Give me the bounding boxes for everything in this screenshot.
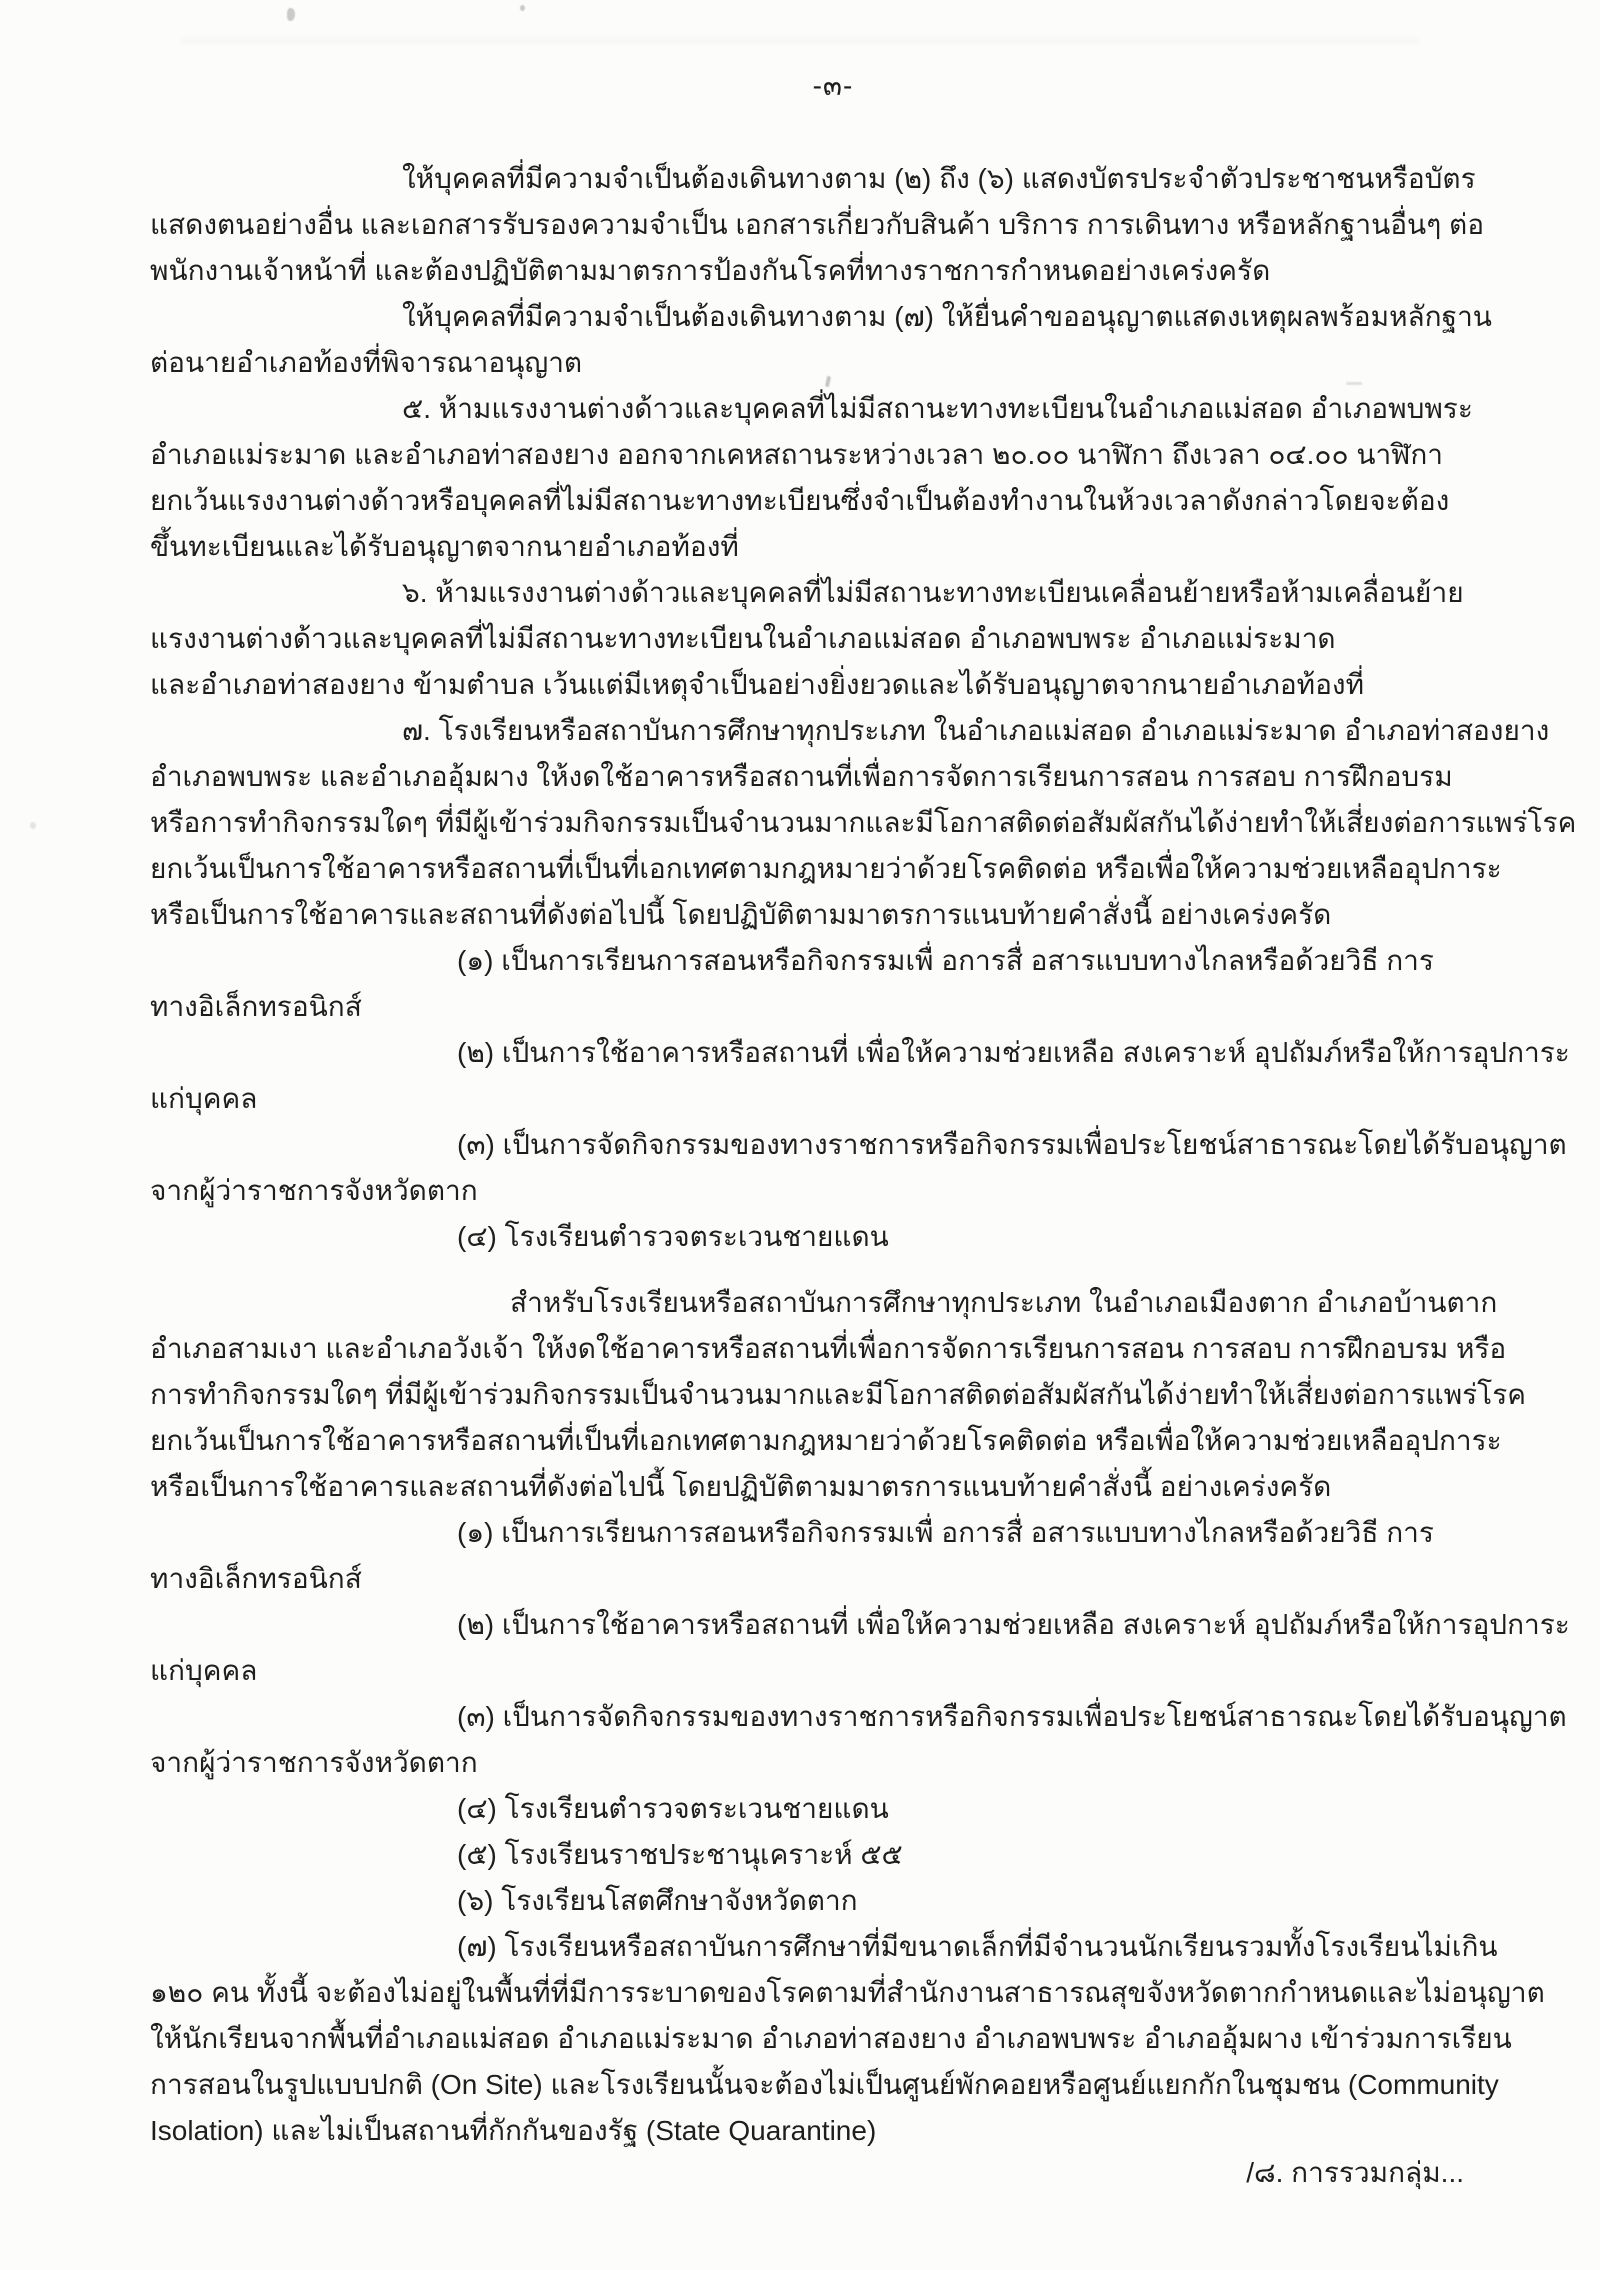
- text-line: จากผู้ว่าราชการจังหวัดตาก: [150, 1175, 478, 1206]
- text-line: แก่บุคคล: [150, 1655, 258, 1686]
- text-line: (๖) โรงเรียนโสตศึกษาจังหวัดตาก: [457, 1885, 858, 1916]
- continuation-note: /๘. การรวมกลุ่ม...: [1246, 2157, 1464, 2188]
- text-line: ทางอิเล็กทรอนิกส์: [150, 1563, 362, 1594]
- text-line: (๔) โรงเรียนตำรวจตระเวนชายแดน: [457, 1221, 889, 1252]
- text-line: ให้บุคคลที่มีความจำเป็นต้องเดินทางตาม (๒) ถึง (๖) แสดงบัตรประจำตัวประชาชนหรือบัตร: [402, 163, 1476, 194]
- text-line: (๑) เป็นการเรียนการสอนหรือกิจกรรมเพื่ อการสื่ อสารแบบทางไกลหรือด้วยวิธี การ: [457, 1517, 1434, 1548]
- text-line: อำเภอสามเงา และอำเภอวังเจ้า ให้งดใช้อาคารหรือสถานที่เพื่อการจัดการเรียนการสอน การสอบ การฝึกอบรม หรือ: [150, 1333, 1507, 1364]
- scan-artifact: [287, 8, 295, 21]
- text-line: แสดงตนอย่างอื่น และเอกสารรับรองความจำเป็น เอกสารเกี่ยวกับสินค้า บริการ การเดินทาง หรือหลักฐานอื่นๆ ต่อ: [150, 209, 1485, 240]
- text-line: แรงงานต่างด้าวและบุคคลที่ไม่มีสถานะทางทะเบียนในอำเภอแม่สอด อำเภอพบพระ อำเภอแม่ระมาด: [150, 623, 1336, 654]
- text-line: ขึ้นทะเบียนและได้รับอนุญาตจากนายอำเภอท้องที่: [150, 531, 739, 562]
- scan-artifact: [520, 5, 525, 11]
- text-line: (๒) เป็นการใช้อาคารหรือสถานที่ เพื่อให้ความช่วยเหลือ สงเคราะห์ อุปถัมภ์หรือให้การอุปการะ: [457, 1037, 1570, 1068]
- text-line: และอำเภอท่าสองยาง ข้ามตำบล เว้นแต่มีเหตุจำเป็นอย่างยิ่งยวดและได้รับอนุญาตจากนายอำเภอท้องที่: [150, 669, 1365, 700]
- text-line: จากผู้ว่าราชการจังหวัดตาก: [150, 1747, 478, 1778]
- text-line: แก่บุคคล: [150, 1083, 258, 1114]
- text-line: Isolation) และไม่เป็นสถานที่กักกันของรัฐ (State Quarantine): [150, 2115, 877, 2146]
- text-line: (๔) โรงเรียนตำรวจตระเวนชายแดน: [457, 1793, 889, 1824]
- text-line: ให้นักเรียนจากพื้นที่อำเภอแม่สอด อำเภอแม่ระมาด อำเภอท่าสองยาง อำเภอพบพระ อำเภออุ้มผาง เข้าร่วมการเรียน: [150, 2023, 1512, 2054]
- text-line: อำเภอพบพระ และอำเภออุ้มผาง ให้งดใช้อาคารหรือสถานที่เพื่อการจัดการเรียนการสอน การสอบ การฝึกอบรม: [150, 761, 1453, 792]
- text-line: (๓) เป็นการจัดกิจกรรมของทางราชการหรือกิจกรรมเพื่อประโยชน์สาธารณะโดยได้รับอนุญาต: [457, 1701, 1567, 1732]
- text-line: ๖. ห้ามแรงงานต่างด้าวและบุคคลที่ไม่มีสถานะทางทะเบียนเคลื่อนย้ายหรือห้ามเคลื่อนย้าย: [402, 577, 1464, 608]
- text-line: (๕) โรงเรียนราชประชานุเคราะห์ ๕๕: [457, 1839, 903, 1870]
- scan-artifact: [30, 822, 36, 829]
- text-line: หรือเป็นการใช้อาคารและสถานที่ดังต่อไปนี้ โดยปฏิบัติตามมาตรการแนบท้ายคำสั่งนี้ อย่างเคร่งครัด: [150, 899, 1332, 930]
- text-line: ต่อนายอำเภอท้องที่พิจารณาอนุญาต: [150, 347, 583, 378]
- text-line: อำเภอแม่ระมาด และอำเภอท่าสองยาง ออกจากเคหสถานระหว่างเวลา ๒๐.๐๐ นาฬิกา ถึงเวลา ๐๔.๐๐ นาฬิกา: [150, 439, 1444, 470]
- text-line: สำหรับโรงเรียนหรือสถาบันการศึกษาทุกประเภท ในอำเภอเมืองตาก อำเภอบ้านตาก: [510, 1287, 1498, 1318]
- text-line: หรือการทำกิจกรรมใดๆ ที่มีผู้เข้าร่วมกิจกรรมเป็นจำนวนมากและมีโอกาสติดต่อสัมผัสกันได้ง่ายทำให้เสี่ยงต่อการแพร่โรค: [150, 807, 1577, 838]
- text-line: ทางอิเล็กทรอนิกส์: [150, 991, 362, 1022]
- text-line: ให้บุคคลที่มีความจำเป็นต้องเดินทางตาม (๗) ให้ยื่นคำขออนุญาตแสดงเหตุผลพร้อมหลักฐาน: [402, 301, 1492, 332]
- scan-artifact: [180, 38, 1420, 44]
- document-body: [150, 156, 1577, 2154]
- text-line: ยกเว้นเป็นการใช้อาคารหรือสถานที่เป็นที่เอกเทศตามกฎหมายว่าด้วยโรคติดต่อ หรือเพื่อให้ความช่วยเหลืออุปการะ: [150, 1425, 1502, 1456]
- text-line: (๑) เป็นการเรียนการสอนหรือกิจกรรมเพื่ อการสื่ อสารแบบทางไกลหรือด้วยวิธี การ: [457, 945, 1434, 976]
- text-line: (๓) เป็นการจัดกิจกรรมของทางราชการหรือกิจกรรมเพื่อประโยชน์สาธารณะโดยได้รับอนุญาต: [457, 1129, 1567, 1160]
- text-line: การสอนในรูปแบบปกติ (On Site) และโรงเรียนนั้นจะต้องไม่เป็นศูนย์พักคอยหรือศูนย์แยกกักในชุมชน (Community: [150, 2069, 1499, 2100]
- text-line: หรือเป็นการใช้อาคารและสถานที่ดังต่อไปนี้ โดยปฏิบัติตามมาตรการแนบท้ายคำสั่งนี้ อย่างเคร่งครัด: [150, 1471, 1332, 1502]
- text-line: ๑๒๐ คน ทั้งนี้ จะต้องไม่อยู่ในพื้นที่ที่มีการระบาดของโรคตามที่สำนักงานสาธารณสุขจังหวัดตากกำหนดและไม่อนุญาต: [150, 1977, 1545, 2008]
- text-line: (๒) เป็นการใช้อาคารหรือสถานที่ เพื่อให้ความช่วยเหลือ สงเคราะห์ อุปถัมภ์หรือให้การอุปการะ: [457, 1609, 1570, 1640]
- scan-artifact: [1346, 382, 1362, 385]
- text-line: ๕. ห้ามแรงงานต่างด้าวและบุคคลที่ไม่มีสถานะทางทะเบียนในอำเภอแม่สอด อำเภอพบพระ: [402, 393, 1473, 424]
- text-line: พนักงานเจ้าหน้าที่ และต้องปฏิบัติตามมาตรการป้องกันโรคที่ทางราชการกำหนดอย่างเคร่งครัด: [150, 255, 1271, 286]
- text-line: การทำกิจกรรมใดๆ ที่มีผู้เข้าร่วมกิจกรรมเป็นจำนวนมากและมีโอกาสติดต่อสัมผัสกันได้ง่ายทำให้เสี่ยงต่อการแพร่โรค: [150, 1379, 1526, 1410]
- text-line: ๗. โรงเรียนหรือสถาบันการศึกษาทุกประเภท ในอำเภอแม่สอด อำเภอแม่ระมาด อำเภอท่าสองยาง: [402, 715, 1550, 746]
- text-line: (๗) โรงเรียนหรือสถาบันการศึกษาที่มีขนาดเล็กที่มีจำนวนนักเรียนรวมทั้งโรงเรียนไม่เกิน: [457, 1931, 1498, 1962]
- page-number: -๓-: [812, 70, 854, 101]
- text-line: ยกเว้นเป็นการใช้อาคารหรือสถานที่เป็นที่เอกเทศตามกฎหมายว่าด้วยโรคติดต่อ หรือเพื่อให้ความช่วยเหลืออุปการะ: [150, 853, 1502, 884]
- text-line: ยกเว้นแรงงานต่างด้าวหรือบุคคลที่ไม่มีสถานะทางทะเบียนซึ่งจำเป็นต้องทำงานในห้วงเวลาดังกล่าวโดยจะต้อง: [150, 485, 1450, 516]
